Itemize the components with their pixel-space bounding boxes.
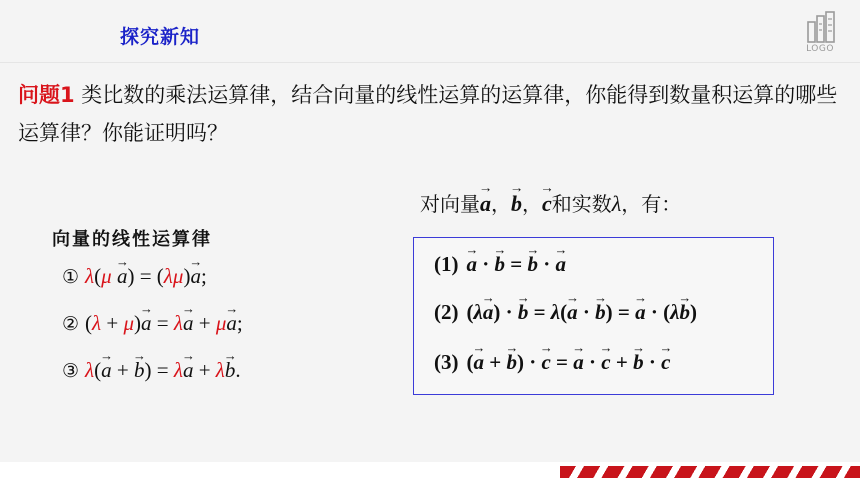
building-logo-icon bbox=[802, 10, 838, 44]
intro-after: ，有： bbox=[621, 192, 682, 216]
law-number: ③ bbox=[62, 360, 80, 382]
intro-before: 对向量 bbox=[420, 192, 480, 216]
question-label: 问题1 bbox=[18, 83, 75, 107]
dot-law-label: (2) bbox=[434, 300, 459, 324]
section-title: 探究新知 bbox=[120, 26, 201, 48]
lambda-symbol: λ bbox=[611, 191, 622, 216]
question-text: 类比数的乘法运算律，结合向量的线性运算的运算律，你能得到数量积运算的哪些运算律？你能证明吗？ bbox=[18, 83, 838, 145]
dot-law-2: (2) (λ→ a) · → b = λ(→ a · → b) = → a · (λ→ b) bbox=[434, 300, 697, 325]
linear-laws-title: 向量的线性运算律 bbox=[52, 229, 212, 250]
intro-middle: 和实数 bbox=[551, 192, 612, 216]
vector-b: → b bbox=[511, 191, 522, 217]
dot-law-3: (3) (→ a + → b) · → c = → a · → c + → b · → c bbox=[434, 350, 670, 375]
intro-comma-2: ， bbox=[522, 192, 542, 216]
linear-law-2: ② (λ + μ)→ a = λ→ a + μ→ a; bbox=[62, 311, 243, 336]
linear-law-1: ① λ(μ → a) = (λμ)→ a; bbox=[62, 264, 207, 289]
logo bbox=[802, 10, 838, 54]
question-paragraph bbox=[18, 76, 848, 152]
logo-text: LOGO bbox=[806, 44, 834, 54]
law-number: ① bbox=[62, 266, 80, 288]
linear-law-3: ③ λ(→ a + → b) = λ→ a + λ→ b. bbox=[62, 358, 241, 383]
intro-sentence bbox=[420, 188, 681, 217]
decorative-stripe bbox=[560, 466, 860, 478]
dot-product-laws-box bbox=[413, 237, 774, 395]
law-number: ② bbox=[62, 313, 80, 335]
intro-comma-1: ， bbox=[491, 192, 511, 216]
dot-law-label: (1) bbox=[434, 252, 459, 276]
header-divider bbox=[0, 62, 860, 63]
dot-law-1: (1)→ a · → b = → b · → a bbox=[434, 252, 566, 277]
vector-c: → c bbox=[542, 191, 552, 217]
vector-a: → a bbox=[480, 191, 491, 217]
dot-law-label: (3) bbox=[434, 350, 459, 374]
